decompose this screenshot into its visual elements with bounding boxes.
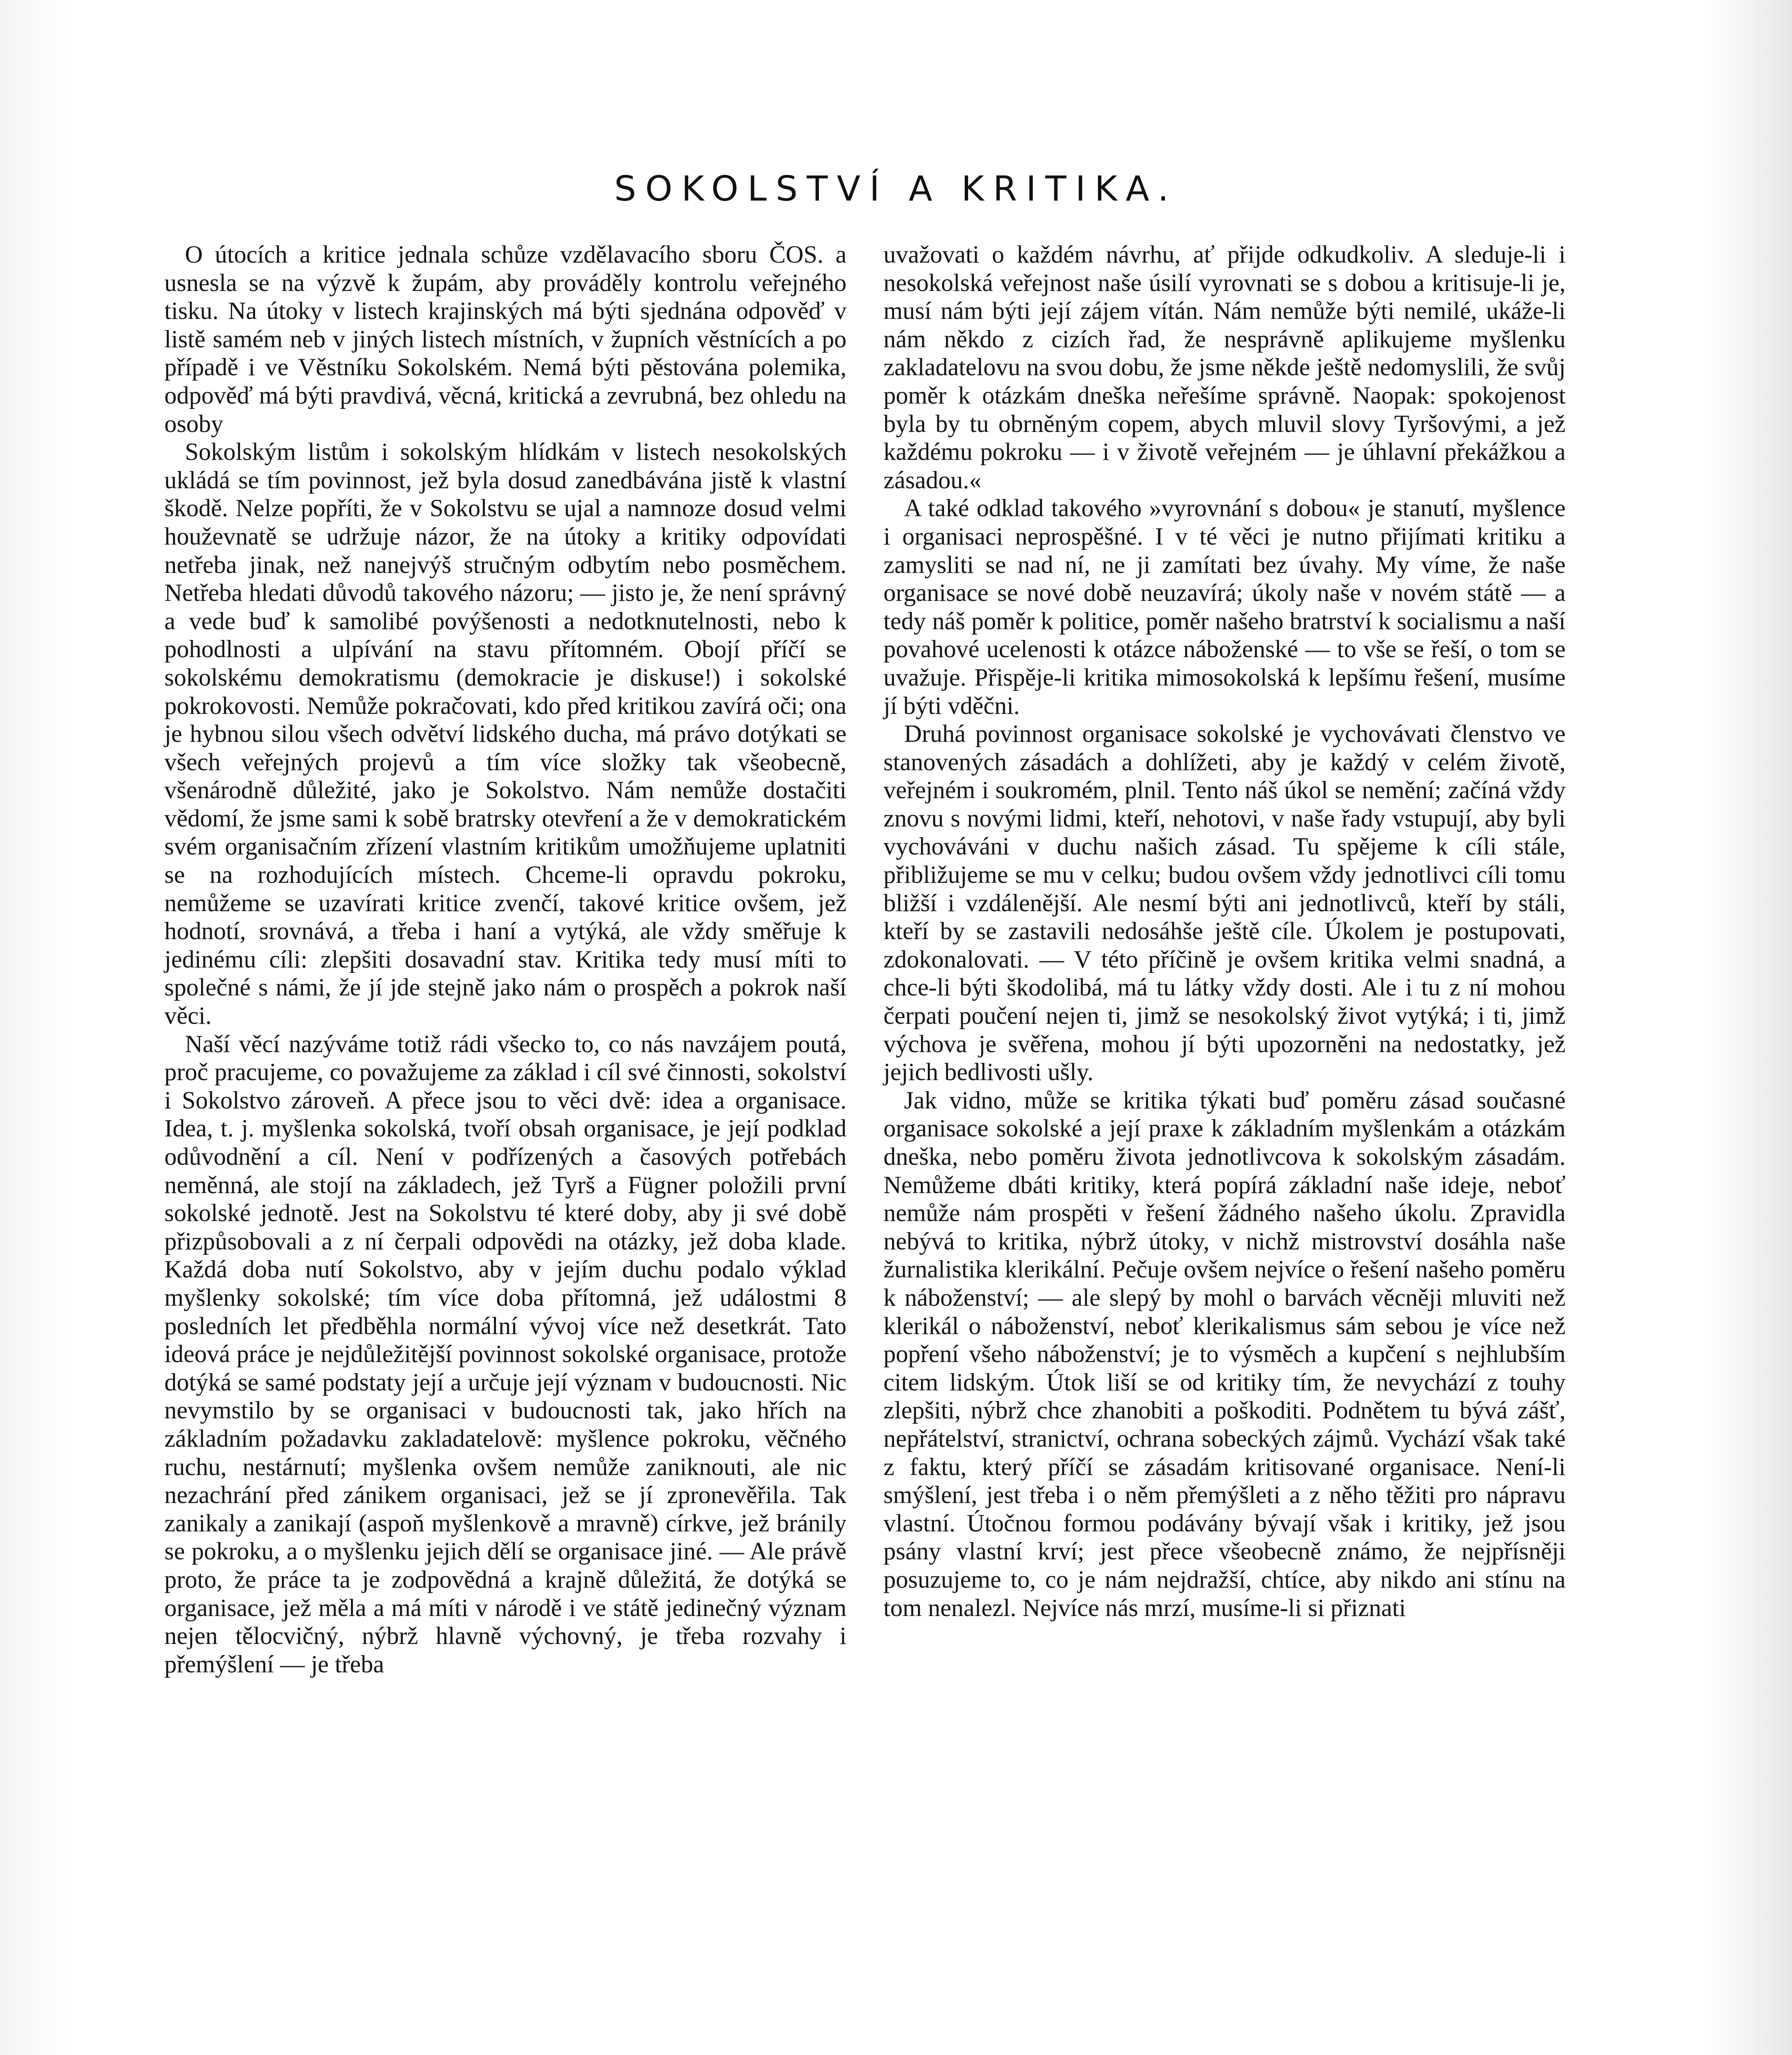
paragraph: Sokolským listům i sokolským hlídkám v listech nesokolských ukládá se tím povinnost, jež byla dosud zanedbávána jistě k vlastní škodě. Nelze popříti, že v Sokolstvu se ujal a namnoze dosud velmi houževnatě se udržuje názor, že na útoky a kritiky odpovídati netřeba jinak, než nanejvýš stručným odbytím nebo posměchem. Netřeba hledati důvodů takového názoru; — jisto je, že není správný a vede buď k samolibé povýšenosti a nedotknutelnosti, nebo k pohodlnosti a ulpívání na stavu přítomném. Obojí příčí se sokolskému demokratismu (demokracie je diskuse!) i sokolské pokrokovosti. Nemůže pokračovati, kdo před kritikou zavírá oči; ona je hybnou silou všech odvětví lidského ducha, má právo dotýkati se všech veřejných projevů a tím více složky tak všeobecně, všenárodně důležité, jako je Sokolstvo. Nám nemůže dostačiti vědomí, že jsme sami k sobě bratrsky otevření a že v demokratickém svém organisačním zřízení vlastním kritikům umožňujeme uplatniti se na rozhodujících místech. Chceme-li opravdu pokroku, nemůžeme se uzavírati kritice zvenčí, takové kritice ovšem, jež hodnotí, srovnává, a třeba i haní a vytýká, ale vždy směřuje k jedinému cíli: zlepšiti dosavadní stav. Kritika tedy musí míti to společné s námi, že jí jde stejně jako nám o prospěch a pokrok naší věci. — [164, 438, 846, 1030]
article-title: SOKOLSTVÍ A KRITIKA. — [614, 169, 1178, 209]
paragraph: A také odklad takového »vyrovnání s dobou« je stanutí, myšlence i organisaci neprospěšné. I v té věci je nutno přijímati kritiku a zamysliti se nad ní, ne ji zamítati bez úvahy. My víme, že naše organisace se nové době neuzavírá; úkoly naše v novém státě — a tedy náš poměr k politice, poměr našeho bratrství k socialismu a naší povahové ucelenosti k otázce náboženské — to vše se řeší, o tom se uvažuje. Přispěje-li kritika mimosokolská k lepšímu řešení, musíme jí býti vděčni. — [883, 494, 1566, 719]
paragraph: O útocích a kritice jednala schůze vzdělavacího sboru ČOS. a usnesla se na výzvě k župám, aby prováděly kontrolu veřejného tisku. Na útoky v listech krajinských má býti sjednána odpověď v listě samém neb v jiných listech místních, v župních věstnících a po případě i ve Věstníku Sokolském. Nemá býti pěstována polemika, odpověď má býti pravdivá, věcná, kritická a zevrubná, bez ohledu na osoby — [164, 241, 846, 437]
right-column — [883, 240, 1566, 1622]
paragraph: uvažovati o každém návrhu, ať přijde odkudkoliv. A sleduje-li i nesokolská veřejnost naše úsilí vyrovnati se s dobou a kritisuje-li je, musí nám býti její zájem vítán. Nám nemůže býti nemilé, ukáže-li nám někdo z cizích řad, že nesprávně aplikujeme myšlenku zakladatelovu na svou dobu, že jsme někde ještě nedomyslili, že svůj poměr k otázkám dneška neřešíme správně. Naopak: spokojenost byla by tu obrněným copem, abych mluvil slovy Tyršovými, a jež každému pokroku — i v životě veřejném — je úhlavní překážkou a zásadou.« — [883, 241, 1566, 494]
paragraph: Naší věcí nazýváme totiž rádi všecko to, co nás navzájem poutá, proč pracujeme, co považujeme za základ i cíl své činnosti, sokolství i Sokolstvo zároveň. A přece jsou to věci dvě: idea a organisace. Idea, t. j. myšlenka sokolská, tvoří obsah organisace, je její podklad odůvodnění a cíl. Není v podřízených a časových potřebách neměnná, ale stojí na základech, jež Tyrš a Fügner položili první sokolské jednotě. Jest na Sokolstvu té které doby, aby ji své době přizpůsobovali a z ní čerpali odpovědi na otázky, jež doba klade. Každá doba nutí Sokolstvo, aby v jejím duchu podalo výklad myšlenky sokolské; tím více doba přítomná, jež událostmi 8 posledních let předběhla normální vývoj více než desetkrát. Tato ideová práce je nejdůležitější povinnost sokolské organisace, protože dotýká se samé podstaty její a určuje její význam v budoucnosti. Nic nevymstilo by se organisaci v budoucnosti tak, jako hřích na základním požadavku zakladatelově: myšlence pokroku, věčného ruchu, nestárnutí; myšlenka ovšem nemůže zaniknouti, ale nic nezachrání před zánikem organisaci, jež se jí zpronevěřila. Tak zanikaly a zanikají (aspoň myšlenkově a mravně) církve, jež bránily se pokroku, a o myšlenku jejich dělí se organisace jiné. — Ale právě proto, že práce ta je zodpovědná a krajně důležitá, že dotýká se organisace, jež měla a má míti v národě i ve státě jedinečný význam nejen tělocvičný, nýbrž hlavně výchovný, je třeba rozvahy i přemýšlení — je třeba — [164, 1030, 846, 1678]
paragraph: Jak vidno, může se kritika týkati buď poměru zásad současné organisace sokolské a její praxe k základním myšlenkám a otázkám dneška, nebo poměru života jednotlivcova k sokolským zásadám. Nemůžeme dbáti kritiky, která popírá základní naše ideje, neboť nemůže nám prospěti v řešení žádného našeho úkolu. Zpravidla nebývá to kritika, nýbrž útoky, v nichž mistrovství dosáhla naše žurnalistika klerikální. Pečuje ovšem nejvíce o řešení našeho poměru k náboženství; — ale slepý by mohl o barvách věcněji mluviti než klerikál o náboženství, neboť klerikalismus sám sebou je více než popření všeho náboženství; je to výsměch a kupčení s nejhlubším citem lidským. Útok liší se od kritiky tím, že nevychází z touhy zlepšiti, nýbrž chce zhanobiti a poškoditi. Podnětem tu bývá zášť, nepřátelství, stranictví, ochrana sobeckých zájmů. Vychází však také z faktu, který příčí se zásadám kritisované organisace. Není-li smýšlení, jest třeba i o něm přemýšleti a z něho těžiti pro nápravu vlastní. Útočnou formou podávány bývají však i kritiky, jež jsou psány vlastní krví; jest přece všeobecně známo, že nejpřísněji posuzujeme to, co je nám nejdražší, chtíce, aby nikdo ani stínu na tom nenalezl. Nejvíce nás mrzí, musíme-li si přiznati — [883, 1086, 1566, 1621]
left-column — [164, 240, 846, 1678]
paragraph: Druhá povinnost organisace sokolské je vychovávati členstvo ve stanovených zásadách a dohlížeti, aby je každý v celém životě, veřejném i soukromém, plnil. Tento náš úkol se nemění; začíná vždy znovu s novými lidmi, kteří, nehotovi, v naše řady vstupují, aby byli vychováváni v duchu našich zásad. Tu spějeme k cíli stále, přibližujeme se mu v celku; budou ovšem vždy jednotlivci cíli tomu bližší i vzdálenější. Ale nesmí býti ani jednotlivců, kteří by stáli, kteří by se zastavili nedosáhše ještě cíle. Úkolem je postupovati, zdokonalovati. — V této příčině je ovšem kritika velmi snadná, a chce-li býti škodolibá, má tu látky vždy dosti. Ale i tu z ní mohou čerpati poučení nejen ti, jimž se nesokolský život vytýká; i ti, jimž výchova je svěřena, mohou jí býti upozorněni na nedostatky, jež jejich bedlivosti ušly. — [883, 720, 1566, 1086]
